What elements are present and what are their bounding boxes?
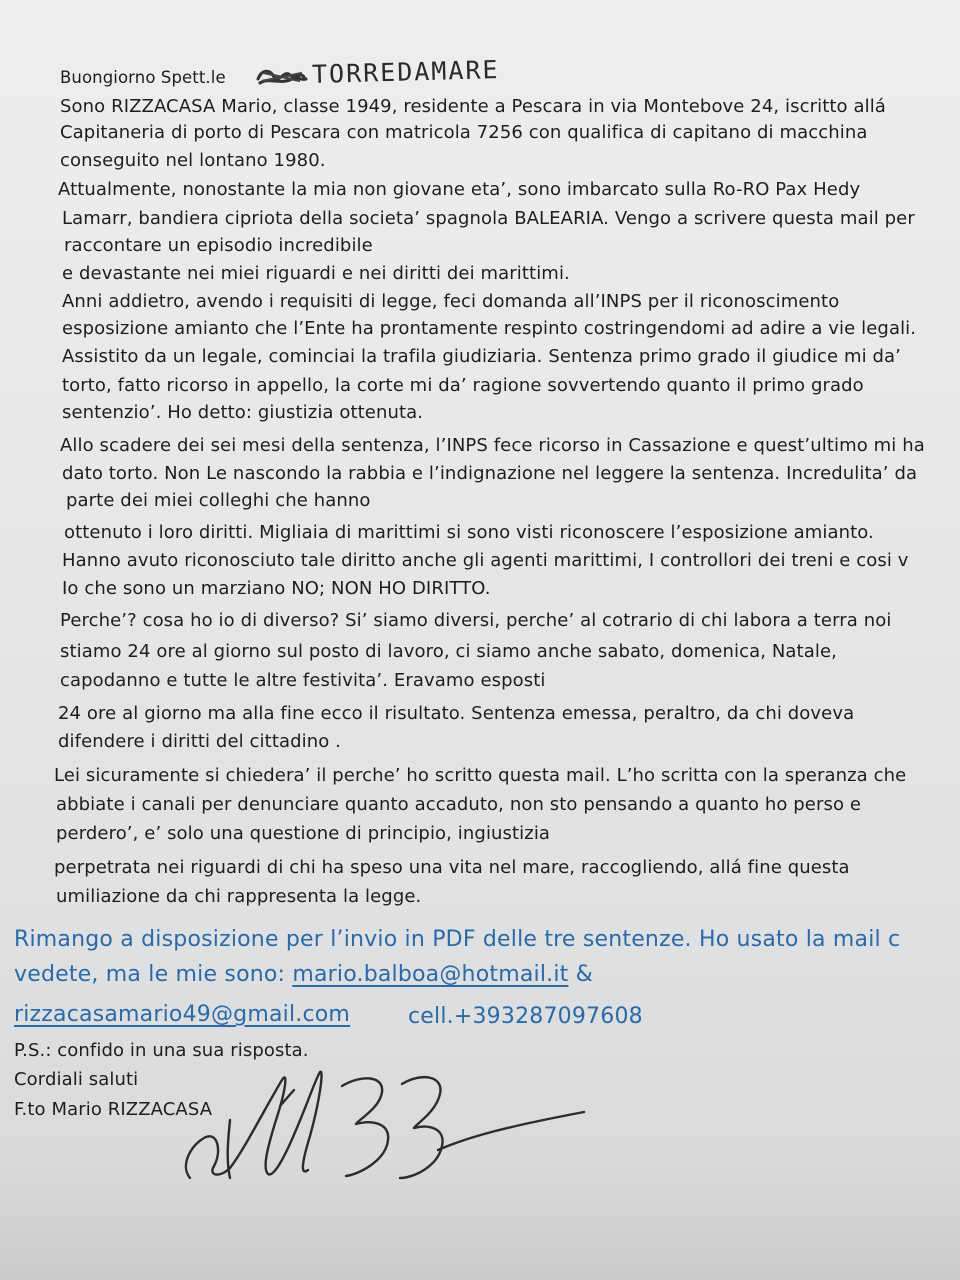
body-line: perdero’, e’ solo una questione di principio, ingiustizia [56, 823, 551, 844]
body-line: Assistito da un legale, cominciai la trafila giudiziaria. Sentenza primo grado il giudice mi da’ [62, 346, 901, 367]
body-line: parte dei miei colleghi che hanno [66, 490, 371, 511]
body-line: Anni addietro, avendo i requisiti di legge, feci domanda all’INPS per il riconoscimento [62, 291, 840, 312]
salutation: Cordiali saluti [14, 1069, 139, 1090]
body-line: Allo scadere dei sei mesi della sentenza, l’INPS fece ricorso in Cassazione e quest’ultimo mi ha [60, 435, 925, 456]
body-line: Lei sicuramente si chiedera’ il perche’ ho scritto questa mail. L’ho scritta con la speranza che [54, 765, 907, 786]
body-line: Capitaneria di porto di Pescara con matricola 7256 con qualifica di capitano di macchina [60, 122, 868, 143]
body-line: sentenzio’. Ho detto: giustizia ottenuta. [62, 402, 424, 423]
body-line: torto, fatto ricorso in appello, la corte mi da’ ragione sovvertendo quanto il primo grado [62, 375, 864, 396]
body-line: Lamarr, bandiera cipriota della societa’ spagnola BALEARIA. Vengo a scrivere questa mail per [62, 208, 915, 229]
body-line: conseguito nel lontano 1980. [60, 150, 326, 171]
contact-prefix: vedete, ma le mie sono: [14, 962, 293, 987]
body-line: difendere i diritti del cittadino . [58, 731, 341, 752]
body-line: 24 ore al giorno ma alla fine ecco il risultato. Sentenza emessa, peraltro, da chi doveva [58, 703, 855, 724]
body-line: raccontare un episodio incredibile [64, 235, 373, 256]
signed-name: F.to Mario RIZZACASA [14, 1099, 213, 1120]
body-line: esposizione amianto che l’Ente ha prontamente respinto costringendomi ad adire a vie legali. [62, 318, 917, 339]
email-link-gmail[interactable]: rizzacasamario49@gmail.com [14, 1002, 351, 1027]
body-line: e devastante nei miei riguardi e nei diritti dei marittimi. [62, 263, 570, 284]
contact-line-2 [14, 962, 593, 987]
body-line: perpetrata nei riguardi di chi ha speso una vita nel mare, raccogliendo, allá fine questa [54, 857, 850, 878]
body-line: Sono RIZZACASA Mario, classe 1949, residente a Pescara in via Montebove 24, iscritto allá [60, 96, 886, 117]
email-link-hotmail[interactable]: mario.balboa@hotmail.it [292, 962, 569, 987]
handwritten-addressee: TORREDAMARE [311, 55, 500, 89]
body-line: stiamo 24 ore al giorno sul posto di lavoro, ci siamo anche sabato, domenica, Natale, [60, 641, 837, 662]
scribble-mark [254, 63, 308, 89]
body-line: umiliazione da chi rappresenta la legge. [56, 886, 422, 907]
contact-line-1: Rimango a disposizione per l’invio in PDF delle tre sentenze. Ho usato la mail c [14, 927, 901, 952]
body-line: ottenuto i loro diritti. Migliaia di marittimi si sono visti riconoscere l’esposizione amianto. [64, 522, 874, 543]
letter-greeting: Buongiorno Spett.le [60, 68, 226, 87]
body-line: abbiate i canali per denunciare quanto accaduto, non sto pensando a quanto ho perso e [56, 794, 862, 815]
contact-suffix: & [568, 962, 594, 987]
body-line: Io che sono un marziano NO; NON HO DIRITTO. [62, 578, 491, 599]
body-line: capodanno e tutte le altre festivita’. Eravamo esposti [60, 670, 546, 691]
body-line: Hanno avuto riconosciuto tale diritto anche gli agenti marittimi, I controllori dei treni e cosi v [62, 550, 909, 571]
body-line: dato torto. Non Le nascondo la rabbia e l’indignazione nel leggere la sentenza. Incredulita’ da [62, 463, 918, 484]
body-line: Attualmente, nonostante la mia non giovane eta’, sono imbarcato sulla Ro-RO Pax Hedy [58, 179, 861, 200]
signature-scribble [170, 1050, 590, 1200]
phone-number: cell.+393287097608 [408, 1004, 643, 1029]
postscript: P.S.: confido in una sua risposta. [14, 1040, 309, 1061]
body-line: Perche’? cosa ho io di diverso? Si’ siamo diversi, perche’ al cotrario di chi labora a terra noi [60, 610, 892, 631]
